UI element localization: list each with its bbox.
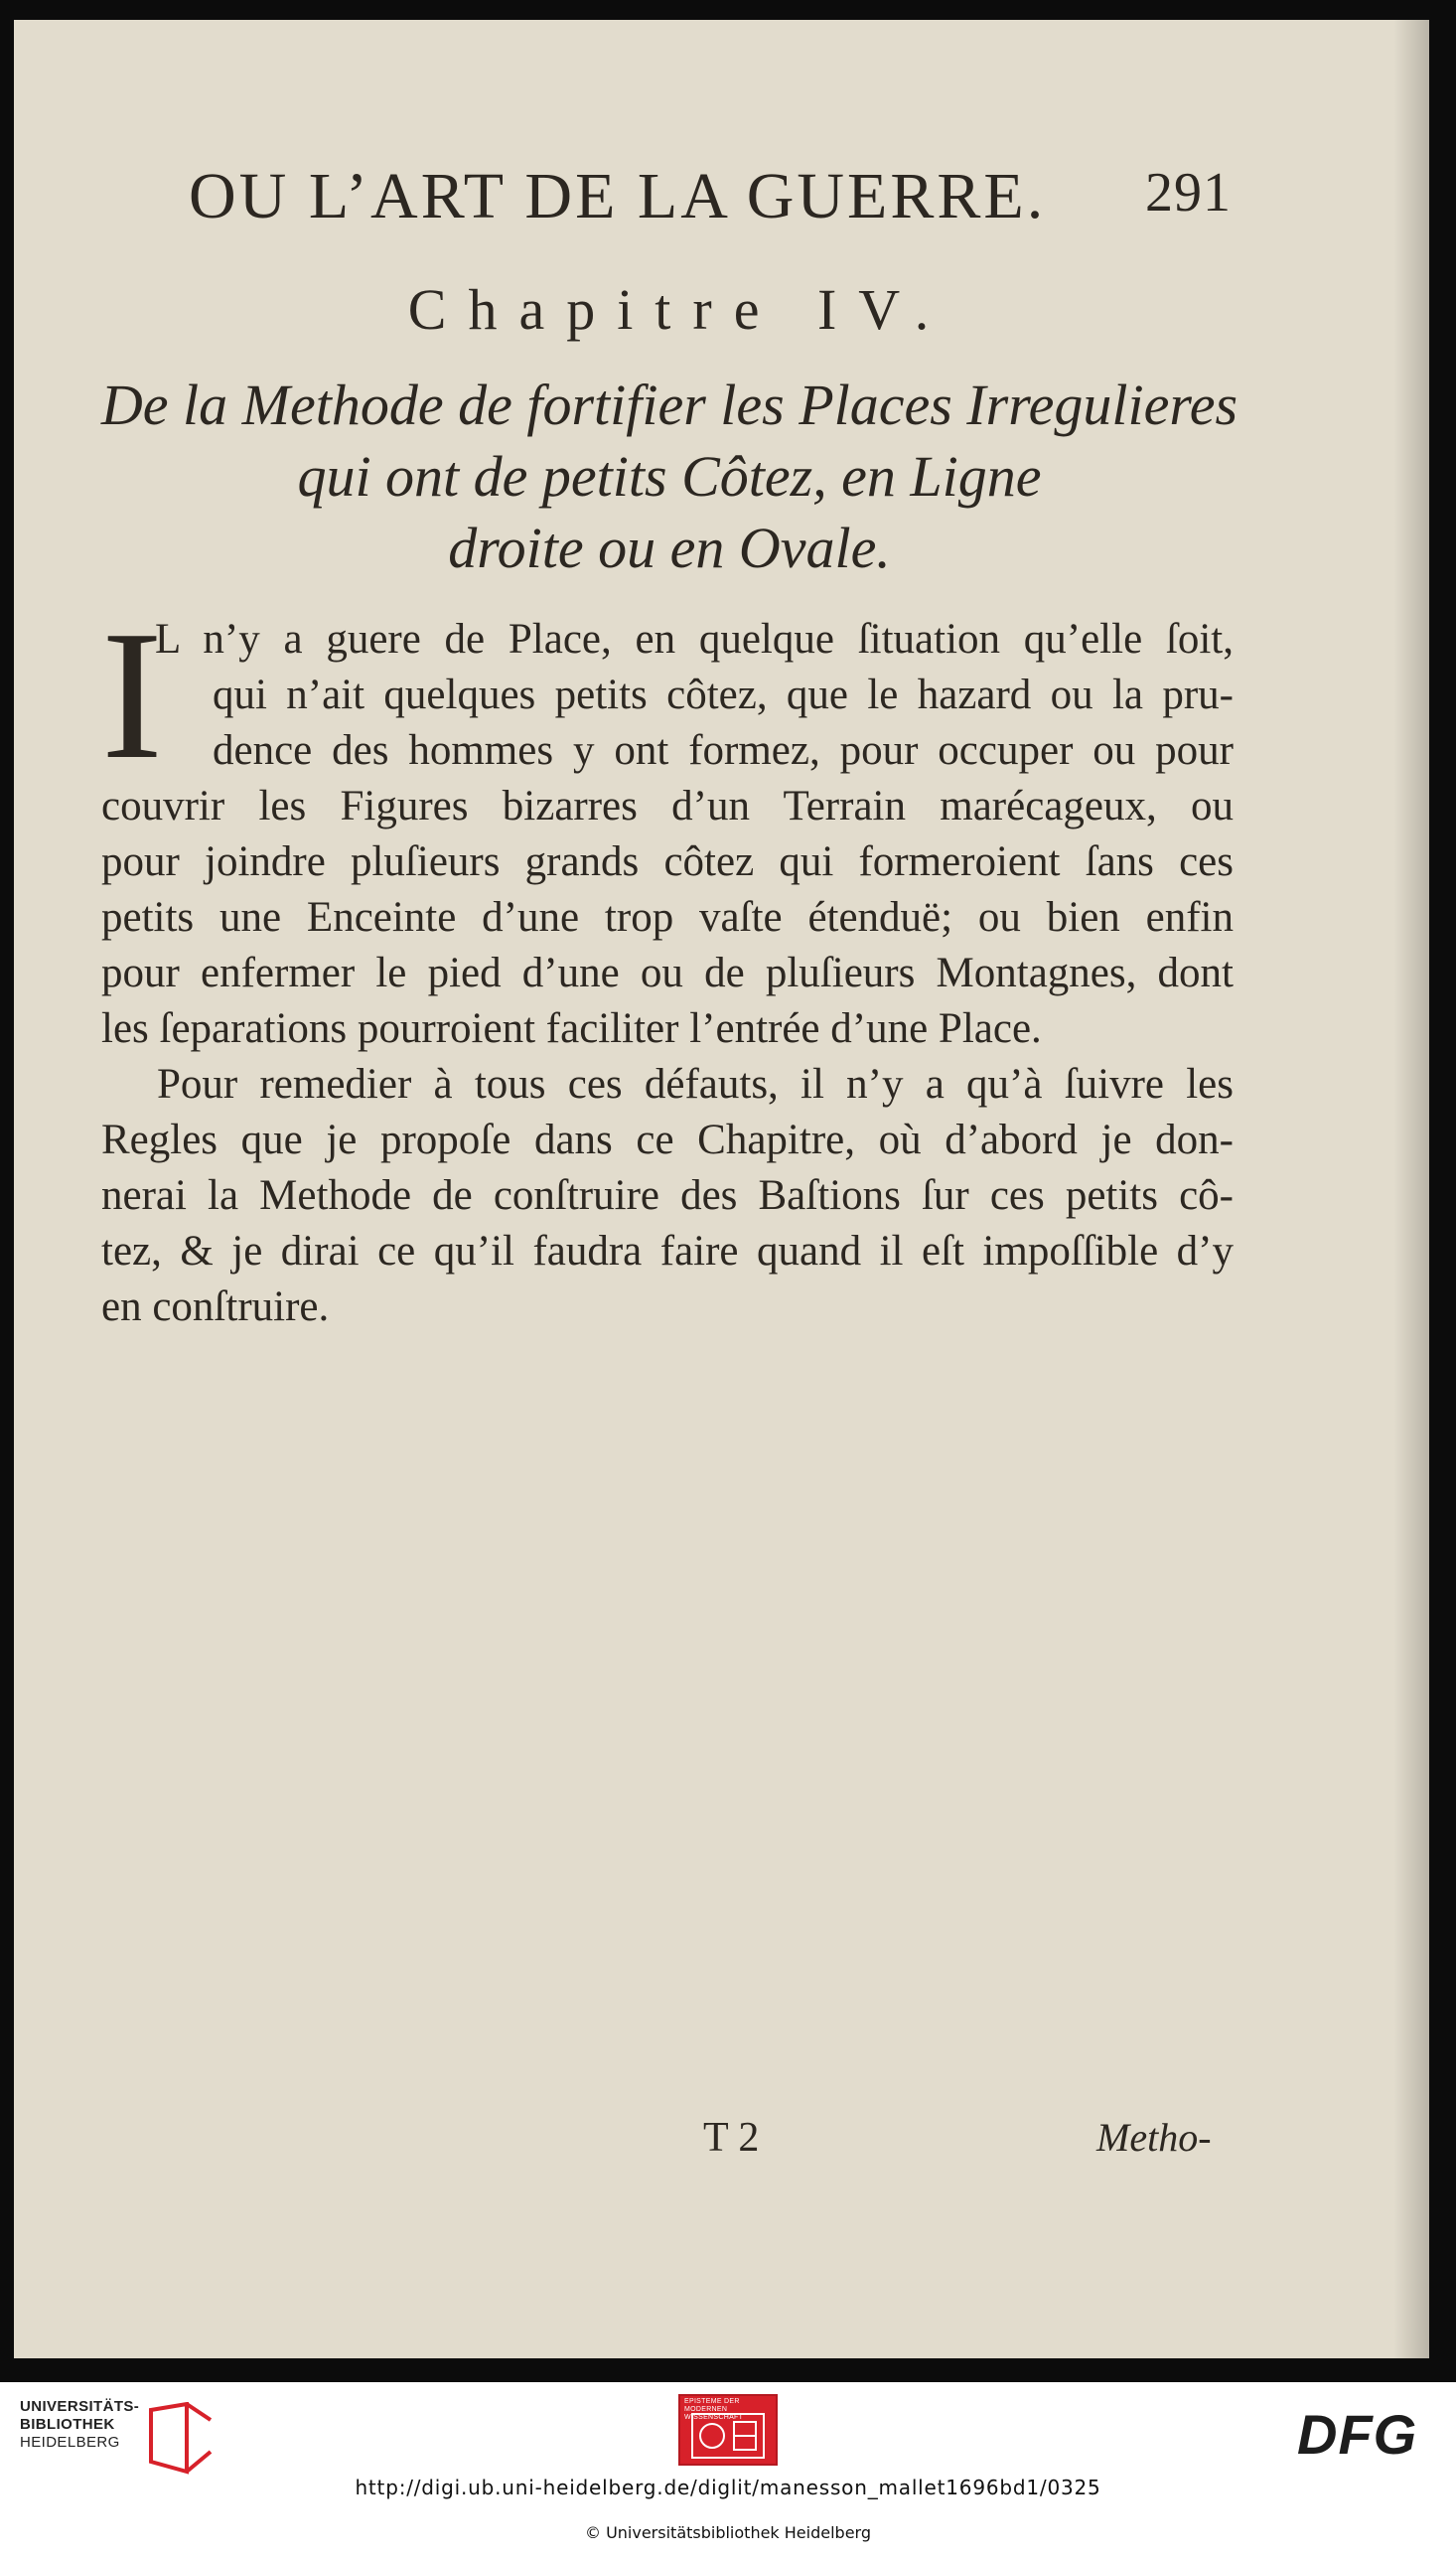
text-line: Pour remedier à tous ces défauts, il n’y a qu’à ſuivre les (157, 1061, 1234, 1108)
viewer-footer (0, 2382, 1456, 2559)
dfg-logo[interactable]: DFG (1297, 2403, 1418, 2466)
book-page (14, 20, 1429, 2358)
chapter-title-line: qui ont de petits Côtez, en Ligne (297, 444, 1042, 509)
chapter-heading: Chapitre IV. (407, 277, 951, 342)
paragraph-1 (101, 593, 1234, 1057)
text-line: L n’y a guere de Place, en quelque ſituation qu’elle ſoit, (155, 616, 1234, 663)
text-line: pour joindre pluſieurs grands côtez qui formeroient ſans ces (101, 838, 1234, 885)
text-line: en conſtruire. (101, 1283, 330, 1330)
chapter-title (73, 370, 1265, 584)
library-logo-line: BIBLIOTHEK (20, 2416, 115, 2433)
text-line: les ſeparations pourroient faciliter l’entrée d’une Place. (101, 1005, 1042, 1052)
library-logo[interactable] (20, 2398, 209, 2478)
permalink-url[interactable]: http://digi.ub.uni-heidelberg.de/diglit/manesson_mallet1696bd1/0325 (355, 2476, 1101, 2499)
episteme-emblem-icon (690, 2412, 766, 2460)
text-line: petits une Enceinte d’une trop vaſte étenduë; ou bien enfin (101, 894, 1234, 941)
catchline (14, 2114, 1429, 2174)
library-logo-line: HEIDELBERG (20, 2434, 120, 2451)
library-logo-line: UNIVERSITÄTS- (20, 2398, 140, 2415)
chapter-title-line: droite ou en Ovale. (448, 516, 891, 580)
episteme-logo-text: EPISTEME DER MODERNEN WISSENSCHAFT (684, 2398, 744, 2421)
text-line: dence des hommes y ont formez, pour occuper ou pour (213, 727, 1234, 774)
running-head-title: OU L’ART DE LA GUERRE. (189, 160, 1047, 232)
paragraph-2 (101, 1057, 1234, 1335)
running-head (189, 139, 1232, 248)
copyright-notice: © Universitätsbibliothek Heidelberg (584, 2523, 871, 2542)
drop-cap: I (101, 593, 163, 798)
text-line: Regles que je propoſe dans ce Chapitre, où d’abord je don- (101, 1117, 1234, 1163)
text-line: couvrir les Figures bizarres d’un Terrain marécageux, ou (101, 783, 1234, 829)
episteme-logo[interactable] (678, 2394, 778, 2466)
text-line: tez, & je dirai ce qu’il faudra faire quand il eſt impoſſible d’y (101, 1228, 1234, 1275)
text-line: pour enfermer le pied d’une ou de pluſieurs Montagnes, dont (101, 950, 1234, 996)
page-number: 291 (1145, 162, 1232, 224)
library-logo-icon (147, 2402, 217, 2478)
signature-mark: T 2 (703, 2115, 760, 2161)
text-line: qui n’ait quelques petits côtez, que le hazard ou la pru- (213, 672, 1234, 718)
body-text (101, 593, 1234, 1335)
catchword: Metho- (1096, 2115, 1212, 2160)
chapter-title-line: De la Methode de fortifier les Places Irregulieres (100, 373, 1238, 437)
text-line: nerai la Methode de conſtruire des Baſtions ſur ces petits cô- (101, 1172, 1234, 1219)
